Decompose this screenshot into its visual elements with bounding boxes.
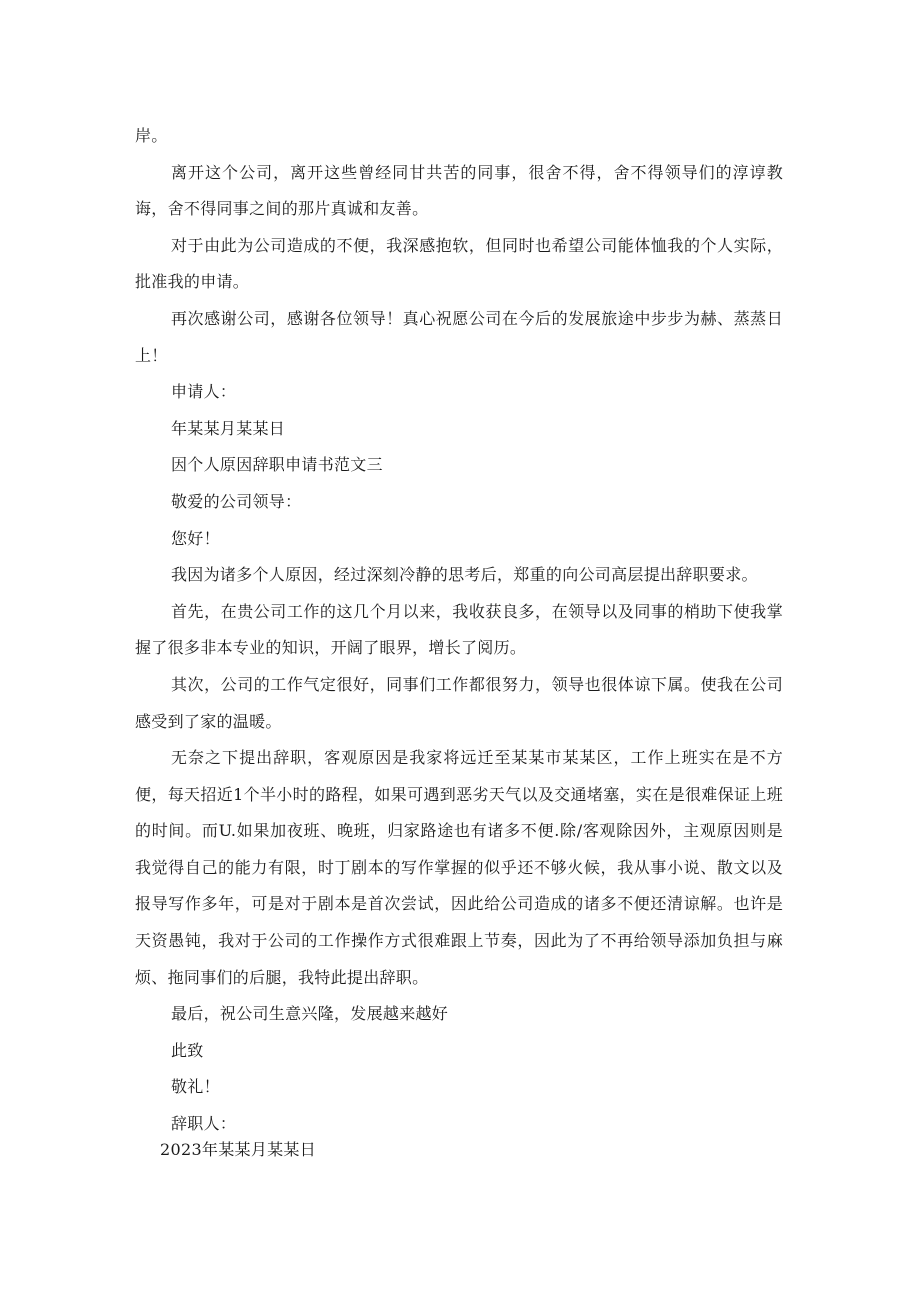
paragraph-reasons: 无奈之下提出辞职，客观原因是我家将远迁至某某市某某区，工作上班实在是不方便，每天招近1个半小时的路程，如果可遇到恶劣天气以及交通堵塞，实在是很难保证上班的时间。而U.如果加夜班、晚班，归家路途也有诸多不便.除/客观除因外，主观原因则是我觉得自己的能力有限，时丁剧本的写作掌握的似乎还不够火候，我从事小说、散文以及报导写作多年，可是对于剧本是首次尝试，因此给公司造成的诸多不便还清谅解。也许是天资愚钝，我对于公司的工作操作方式很难跟上节奏，因此为了不再给领导添加负担与麻烦、拖同事们的后腿，我特此提出辞职。 xyxy=(135,748,783,987)
resigner-label: 辞职人： xyxy=(171,1114,237,1134)
signature-date: 2023年某某月某某日 xyxy=(160,1140,317,1159)
paragraph-continuation: 岸。 xyxy=(135,126,168,145)
paragraph-first: 首先，在贵公司工作的这几个月以来，我收获良多，在领导以及同事的梢助下使我掌握了很多非本专业的知识，开阔了眼界，增长了阅历。 xyxy=(135,601,783,658)
applicant-label: 申请人： xyxy=(171,382,237,402)
applicant-date: 年某某月某某日 xyxy=(171,418,286,438)
salutation: 敬爱的公司领导： xyxy=(171,491,302,511)
paragraph-intro: 我因为诸多个人原因，经过深刻冷静的思考后，郑重的向公司高层提出辞职要求。 xyxy=(171,565,758,585)
letter-body xyxy=(135,118,783,1143)
paragraph-closing-wish: 最后，祝公司生意兴隆，发展越来越好 xyxy=(171,1004,449,1024)
section-title: 因个人原因辞职申请书范文三 xyxy=(171,455,383,475)
closing-jingli: 敬礼！ xyxy=(171,1077,220,1097)
paragraph-farewell: 离开这个公司，离开这些曾经同甘共苦的同事，很舍不得，舍不得领导们的淳谆教诲，舍不得同事之间的那片真诚和友善。 xyxy=(135,162,783,219)
greeting: 您好！ xyxy=(171,528,220,548)
paragraph-second: 其次，公司的工作气定很好，同事们工作都很努力，领导也很体谅下属。使我在公司感受到了家的温暖。 xyxy=(135,674,783,731)
paragraph-thanks: 再次感谢公司，感谢各位领导！真心祝愿公司在今后的发展旅途中步步为赫、蒸蒸日上！ xyxy=(135,308,783,365)
closing-cizhi: 此致 xyxy=(171,1040,204,1060)
paragraph-apology: 对于由此为公司造成的不便，我深感抱软，但同时也希望公司能体恤我的个人实际，批准我的申请。 xyxy=(135,235,783,292)
